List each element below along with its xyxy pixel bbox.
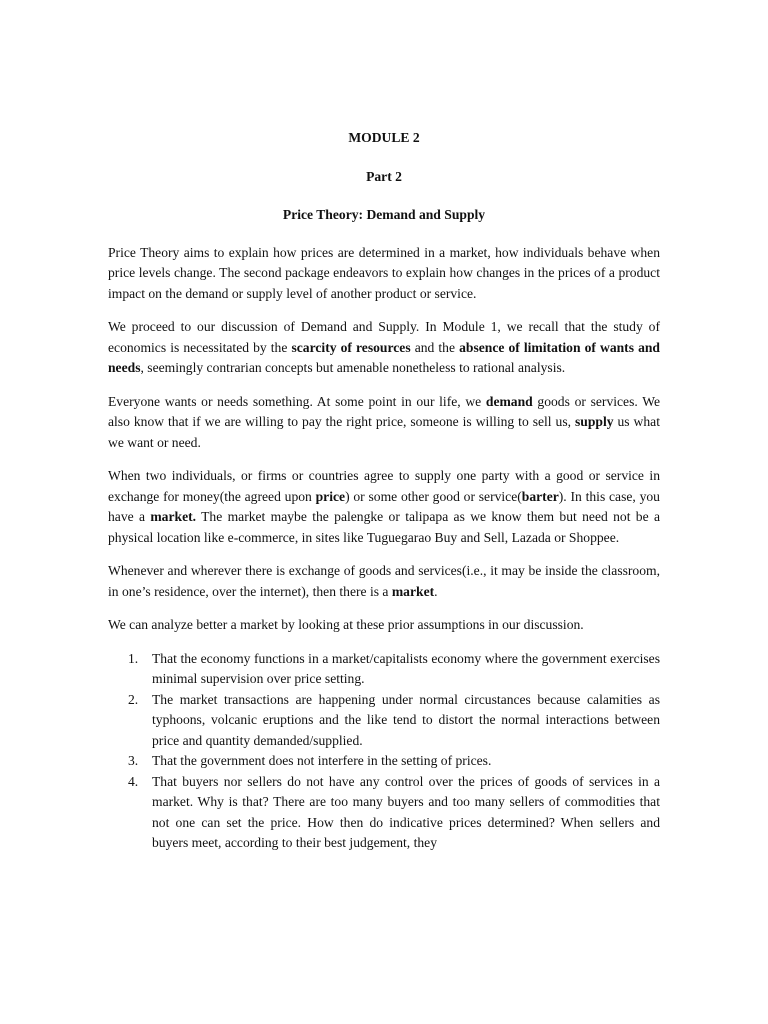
list-item: 1. That the economy functions in a market/capitalists economy where the government exercises minimal supervision over price setting. — [128, 650, 660, 686]
assumptions-list — [108, 649, 660, 854]
paragraph-demand-supply-intro: We proceed to our discussion of Demand and Supply. In Module 1, we recall that the study of economics is necessitated by the scarcity of resources and the absence of limitation of wants and needs, seemingly contrarian concepts but amenable nonetheless to rational analysis. — [108, 319, 660, 375]
paragraph-assumptions-intro: We can analyze better a market by looking at these prior assumptions in our discussion. — [108, 617, 584, 632]
part-heading: Part 2 — [366, 168, 402, 184]
bold-supply: supply — [575, 414, 614, 429]
bold-scarcity-of-resources: scarcity of resources — [291, 339, 411, 355]
bold-absence-of-limitation: absence of limitation of wants and needs — [108, 339, 660, 375]
list-item: 3. That the government does not interfere in the setting of prices. — [128, 753, 492, 768]
paragraph-market-definition: When two individuals, or firms or countries agree to supply one party with a good or service in exchange for money(the agreed upon price) or some other good or service(barter). In this case, you have a market. The market maybe the palengke or talipapa as we know them but need not be a physical location like e-commerce, in sites like Tuguegarao Buy and Sell, Lazada or Shoppee. — [108, 468, 660, 545]
module-heading: MODULE 2 — [348, 130, 420, 145]
list-item: 2. The market transactions are happening under normal circustances because calamities as typhoons, volcanic eruptions and the like tend to distort the normal interactions between price and quantity demanded/supplied. — [128, 691, 660, 748]
bold-price: price — [315, 488, 346, 504]
section-title: Price Theory: Demand and Supply — [282, 207, 486, 222]
bold-demand: demand — [485, 393, 533, 409]
bold-barter: barter — [521, 488, 559, 504]
paragraph-wants-needs: Everyone wants or needs something. At some point in our life, we demand goods or services. We also know that if we are willing to pay the right price, someone is willing to sell us, supply us what we want or need. — [108, 393, 660, 450]
bold-market-2: market — [391, 583, 435, 599]
paragraph-price-theory: Price Theory aims to explain how prices are determined in a market, how individuals behave when price levels change. The second package endeavors to explain how changes in the prices of a product impact on the demand or supply level of another product or service. — [108, 244, 660, 301]
document-page — [108, 128, 660, 854]
bold-market: market. — [150, 509, 197, 524]
list-item: 4. That buyers nor sellers do not have any control over the prices of goods of services in a market. Why is that? There are too many buyers and too many sellers of commodities that not one can set the price. How then do indicative prices determined? When sellers and buyers meet, according to their best judgement, they — [128, 773, 660, 850]
paragraph-exchange: Whenever and wherever there is exchange of goods and services(i.e., it may be inside the classroom, in one’s residence, over the internet), then there is a market. — [108, 563, 660, 599]
